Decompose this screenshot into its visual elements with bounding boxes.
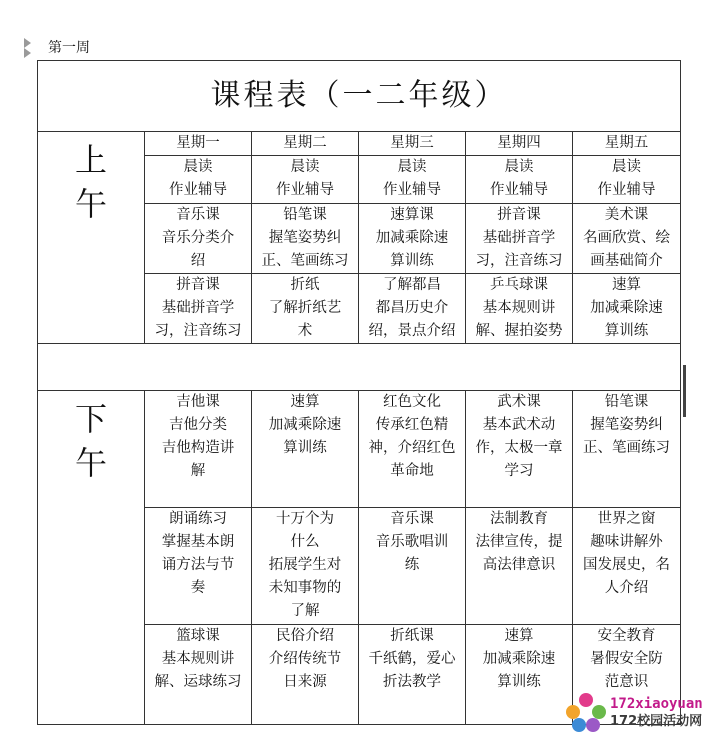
course-description: 算训练 [283, 440, 327, 456]
course-description: 习，注音练习 [475, 253, 563, 269]
course-description: 拓展学生对 [268, 557, 342, 573]
course-description: 都昌历史介 [375, 300, 449, 316]
course-description: 解、运球练习 [154, 674, 242, 690]
midday-break-cell [38, 344, 681, 391]
course-name: 民俗介绍 [276, 628, 334, 644]
morning-label-line: 午 [74, 185, 107, 223]
course-cell [145, 508, 252, 625]
course-name: 朗诵练习 [169, 511, 227, 527]
course-description: 千纸鹤，爱心 [368, 651, 456, 667]
course-name: 了解都昌 [383, 277, 441, 293]
course-name: 速算课 [390, 207, 434, 223]
course-name: 铅笔课 [604, 394, 649, 410]
course-cell [573, 204, 681, 274]
course-cell [573, 391, 681, 508]
afternoon-row [38, 391, 681, 508]
course-description: 作业辅导 [597, 182, 656, 198]
course-description: 正、笔画练习 [261, 253, 349, 269]
course-cell [252, 156, 359, 204]
watermark-site-name: 172校园活动网 [610, 714, 703, 729]
course-description: 基本规则讲 [482, 300, 556, 316]
schedule-title: 课程表（一二年级） [38, 61, 681, 132]
course-description: 正、笔画练习 [583, 440, 671, 456]
course-name: 折纸 [290, 277, 320, 293]
day-header-mon: 星期一 [145, 132, 252, 156]
course-name: 晨读 [612, 159, 642, 175]
course-description: 基础拼音学 [161, 300, 235, 316]
course-description: 什么 [290, 534, 320, 550]
course-description: 学习 [504, 463, 534, 479]
course-description: 法律宣传，提 [475, 534, 563, 550]
course-cell [466, 391, 573, 508]
course-description: 国发展史，名 [583, 557, 671, 573]
course-description: 奏 [190, 580, 206, 596]
day-header-row [38, 132, 681, 156]
course-description: 日来源 [283, 674, 327, 690]
course-description: 加减乘除速 [375, 230, 449, 246]
course-name: 晨读 [504, 159, 534, 175]
course-description: 加减乘除速 [482, 651, 556, 667]
course-cell [359, 204, 466, 274]
afternoon-label-line: 下 [74, 400, 107, 438]
course-description: 人介绍 [604, 580, 649, 596]
course-cell [573, 508, 681, 625]
course-description: 算训练 [604, 323, 649, 339]
course-description: 基本规则讲 [161, 651, 235, 667]
course-name: 拼音课 [176, 277, 220, 293]
course-cell [359, 156, 466, 204]
course-description: 神，介绍红色 [368, 440, 456, 456]
afternoon-label-line: 午 [74, 444, 107, 482]
course-name: 音乐课 [390, 511, 434, 527]
course-description: 掌握基本朗 [161, 534, 235, 550]
course-name: 速算 [290, 394, 320, 410]
day-header-fri: 星期五 [573, 132, 681, 156]
table-anchor-icon[interactable] [22, 36, 36, 58]
course-name: 红色文化 [383, 394, 441, 410]
day-header-thu: 星期四 [466, 132, 573, 156]
course-description: 作，太极一章 [475, 440, 563, 456]
day-header-tue: 星期二 [252, 132, 359, 156]
course-description: 算训练 [390, 253, 434, 269]
course-description: 音乐分类介 [161, 230, 235, 246]
scroll-indicator[interactable] [683, 365, 686, 417]
course-description: 练 [404, 557, 420, 573]
course-cell [252, 274, 359, 344]
course-description: 术 [297, 323, 313, 339]
morning-label [38, 132, 145, 344]
course-description: 音乐歌唱训 [375, 534, 449, 550]
course-cell [466, 204, 573, 274]
course-name: 速算 [504, 628, 534, 644]
course-description: 诵方法与节 [161, 557, 235, 573]
course-cell [466, 508, 573, 625]
course-cell [466, 625, 573, 725]
course-description: 握笔姿势纠 [590, 417, 663, 433]
course-description: 基础拼音学 [482, 230, 556, 246]
course-description: 解 [190, 463, 206, 479]
course-name: 安全教育 [597, 628, 656, 644]
course-cell [252, 391, 359, 508]
course-description: 作业辅导 [383, 182, 441, 198]
course-description: 习，注音练习 [154, 323, 242, 339]
title-row [38, 61, 681, 132]
course-cell [145, 391, 252, 508]
course-name: 吉他课 [176, 394, 220, 410]
course-cell [145, 274, 252, 344]
course-cell [573, 274, 681, 344]
course-name: 铅笔课 [283, 207, 327, 223]
course-name: 法制教育 [490, 511, 548, 527]
course-description: 了解 [290, 603, 320, 619]
schedule-table [37, 60, 681, 725]
course-name: 武术课 [497, 394, 541, 410]
course-description: 绍，景点介绍 [368, 323, 456, 339]
course-description: 高法律意识 [482, 557, 556, 573]
course-name: 世界之窗 [597, 511, 656, 527]
course-cell [252, 625, 359, 725]
midday-break-row [38, 344, 681, 391]
course-description: 作业辅导 [276, 182, 334, 198]
course-name: 拼音课 [497, 207, 541, 223]
course-name: 晨读 [183, 159, 213, 175]
course-cell [359, 274, 466, 344]
course-description: 绍 [190, 253, 206, 269]
course-name: 美术课 [604, 207, 649, 223]
course-description: 介绍传统节 [268, 651, 342, 667]
course-description: 未知事物的 [268, 580, 342, 596]
week-label-text: 第一周 [48, 40, 90, 56]
course-cell [359, 391, 466, 508]
course-cell [145, 156, 252, 204]
course-cell [359, 508, 466, 625]
week-label [22, 36, 90, 58]
course-name: 音乐课 [176, 207, 220, 223]
course-name: 晨读 [397, 159, 427, 175]
course-description: 革命地 [390, 463, 434, 479]
course-description: 握笔姿势纠 [268, 230, 342, 246]
course-description: 暑假安全防 [590, 651, 663, 667]
course-description: 基本武术动 [482, 417, 556, 433]
course-name: 折纸课 [390, 628, 434, 644]
course-name: 十万个为 [276, 511, 334, 527]
course-description: 作业辅导 [490, 182, 548, 198]
course-description: 吉他构造讲 [161, 440, 235, 456]
course-cell [252, 204, 359, 274]
course-description: 吉他分类 [169, 417, 227, 433]
course-description: 作业辅导 [169, 182, 227, 198]
course-name: 乒乓球课 [490, 277, 548, 293]
course-name: 晨读 [290, 159, 320, 175]
watermark-domain: 172xiaoyuan [610, 696, 703, 712]
course-description: 名画欣赏、绘 [583, 230, 671, 246]
course-description: 算训练 [497, 674, 541, 690]
course-name: 速算 [612, 277, 642, 293]
course-description: 折法教学 [383, 674, 441, 690]
flower-logo-icon [566, 693, 606, 733]
course-name: 篮球课 [176, 628, 220, 644]
site-watermark [566, 690, 708, 736]
course-description: 画基础简介 [590, 253, 663, 269]
afternoon-label [38, 391, 145, 725]
course-cell [466, 274, 573, 344]
day-header-wed: 星期三 [359, 132, 466, 156]
course-cell [252, 508, 359, 625]
course-description: 解、握拍姿势 [475, 323, 563, 339]
course-description: 了解折纸艺 [268, 300, 342, 316]
course-cell [359, 625, 466, 725]
course-description: 趣味讲解外 [590, 534, 663, 550]
course-cell [145, 625, 252, 725]
course-description: 加减乘除速 [590, 300, 663, 316]
course-description: 传承红色精 [375, 417, 449, 433]
course-cell [145, 204, 252, 274]
course-cell [466, 156, 573, 204]
course-description: 加减乘除速 [268, 417, 342, 433]
course-description: 范意识 [604, 674, 649, 690]
course-cell [573, 156, 681, 204]
morning-label-line: 上 [74, 141, 107, 179]
